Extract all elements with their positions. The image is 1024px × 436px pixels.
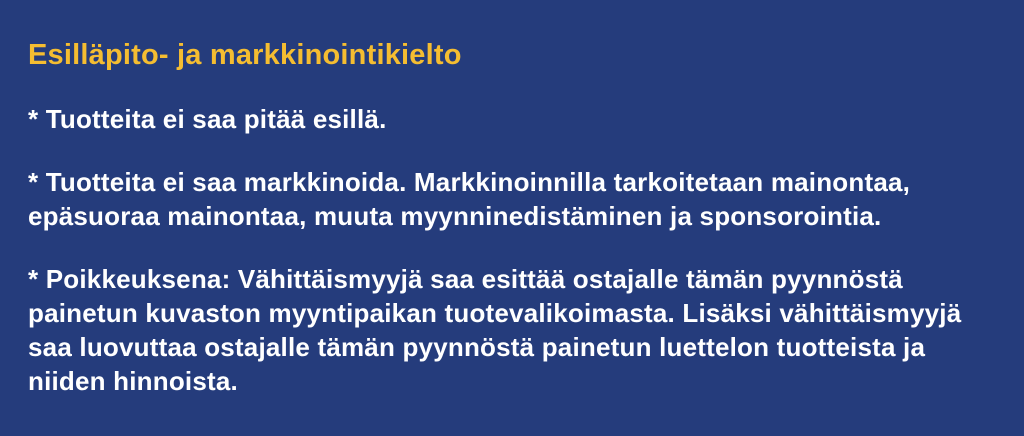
bullet-paragraph-display-ban: * Tuotteita ei saa pitää esillä. bbox=[28, 104, 387, 134]
bullet-paragraph-exception: * Poikkeuksena: Vähittäismyyjä saa esittää ostajalle tämän pyynnöstä painetun kuvaston myyntipaikan tuotevalikoimasta. Lisäksi vähittäismyyjä saa luovuttaa ostajalle tämän pyynnöstä painetun luettelon tuotteista ja niiden hinnoista. bbox=[28, 264, 962, 396]
bullet-paragraph-marketing-ban: * Tuotteita ei saa markkinoida. Markkinoinnilla tarkoitetaan mainontaa, epäsuoraa mainontaa, muuta myynninedistäminen ja sponsorointia. bbox=[28, 167, 911, 231]
slide-title: Esilläpito- ja markkinointikielto bbox=[28, 39, 462, 71]
